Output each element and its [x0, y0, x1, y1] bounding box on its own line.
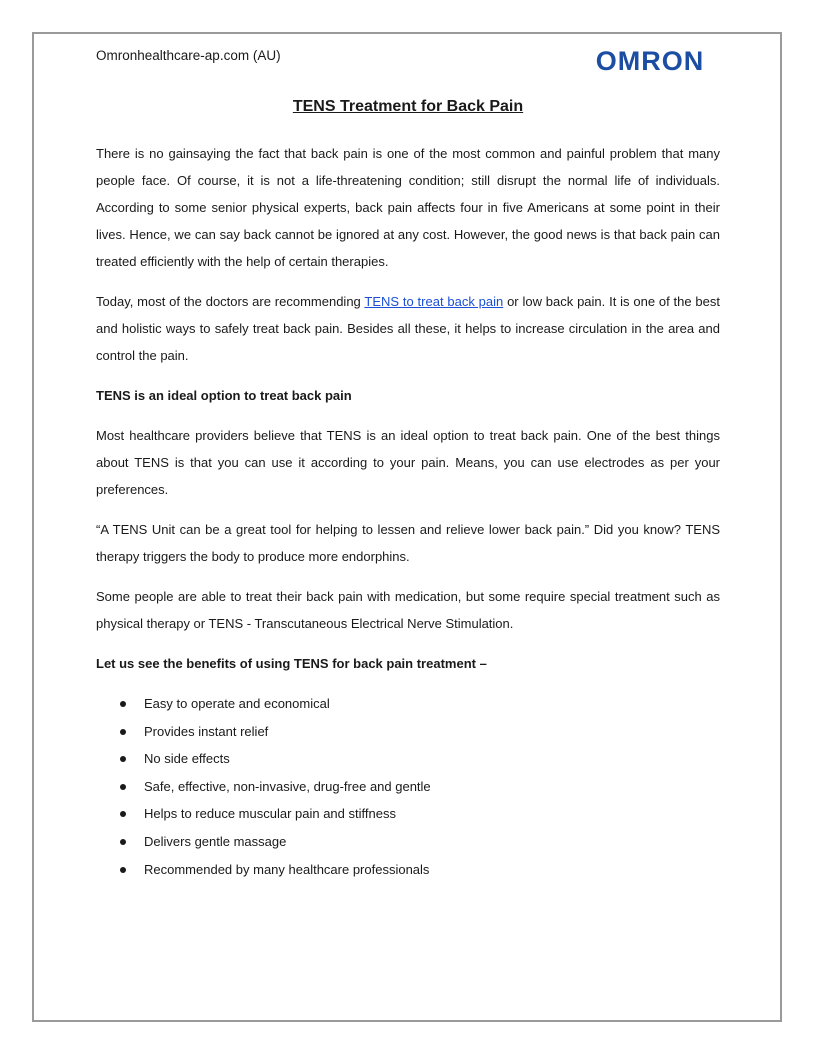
list-item-text: Helps to reduce muscular pain and stiffness [144, 806, 396, 822]
bullet-icon [120, 756, 126, 762]
omron-logo [590, 44, 710, 78]
bullet-icon [120, 701, 126, 707]
tens-link[interactable]: TENS to treat back pain [364, 294, 504, 309]
bullet-icon [120, 867, 126, 873]
paragraph-treatment: Some people are able to treat their back pain with medication, but some require special treatment such as physical therapy or TENS - Transcutaneous Electrical Nerve Stimulation. [96, 589, 720, 631]
list-item [96, 828, 720, 856]
section-heading-ideal-option: TENS is an ideal option to treat back pain [96, 388, 352, 403]
bullet-icon [120, 784, 126, 790]
list-item [96, 856, 720, 884]
list-item-text: Provides instant relief [144, 723, 269, 739]
paragraph-providers: Most healthcare providers believe that TENS is an ideal option to treat back pain. One of the best things about TENS is that you can use it according to your pain. Means, you can use electrodes as per your preferences. [96, 428, 720, 497]
list-item-text: Safe, effective, non-invasive, drug-free and gentle [144, 778, 431, 794]
list-item [96, 745, 720, 773]
list-item-text: Easy to operate and economical [144, 696, 330, 711]
section-heading-benefits: Let us see the benefits of using TENS for back pain treatment – [96, 656, 487, 671]
paragraph-text: Today, most of the doctors are recommending [96, 294, 365, 309]
list-item-text: No side effects [144, 751, 230, 767]
paragraph-text: or low back pain. It is one of the best and holistic ways to safely treat back pain. Besides all these, it helps to increase circulation in the area and control the pain. [96, 294, 721, 363]
site-name: Omronhealthcare-ap.com (AU) [96, 48, 281, 63]
document-body [96, 140, 720, 883]
paragraph-intro: There is no gainsaying the fact that back pain is one of the most common and painful problem that many people face. Of course, it is not a life-threatening condition; still disrupt the normal life of individuals. According to some senior physical experts, back pain affects four in five Americans at some point in their lives. Hence, we can say back cannot be ignored at any cost. However, the good news is that back pain can treated efficiently with the help of certain therapies. [96, 146, 720, 269]
list-item-text: Recommended by many healthcare professionals [144, 861, 430, 877]
benefits-list [96, 690, 720, 883]
list-item [96, 800, 720, 828]
page-title: TENS Treatment for Back Pain [292, 98, 524, 115]
list-item [96, 690, 720, 718]
bullet-icon [120, 811, 126, 817]
list-item-text: Delivers gentle massage [144, 833, 287, 849]
paragraph-recommendation [96, 288, 720, 369]
list-item [96, 718, 720, 746]
paragraph-quote: “A TENS Unit can be a great tool for helping to lessen and relieve lower back pain.” Did you know? TENS therapy triggers the body to produce more endorphins. [96, 522, 720, 564]
logo-text: OMRON [595, 46, 705, 76]
list-item [96, 773, 720, 801]
bullet-icon [120, 839, 126, 845]
bullet-icon [120, 729, 126, 735]
